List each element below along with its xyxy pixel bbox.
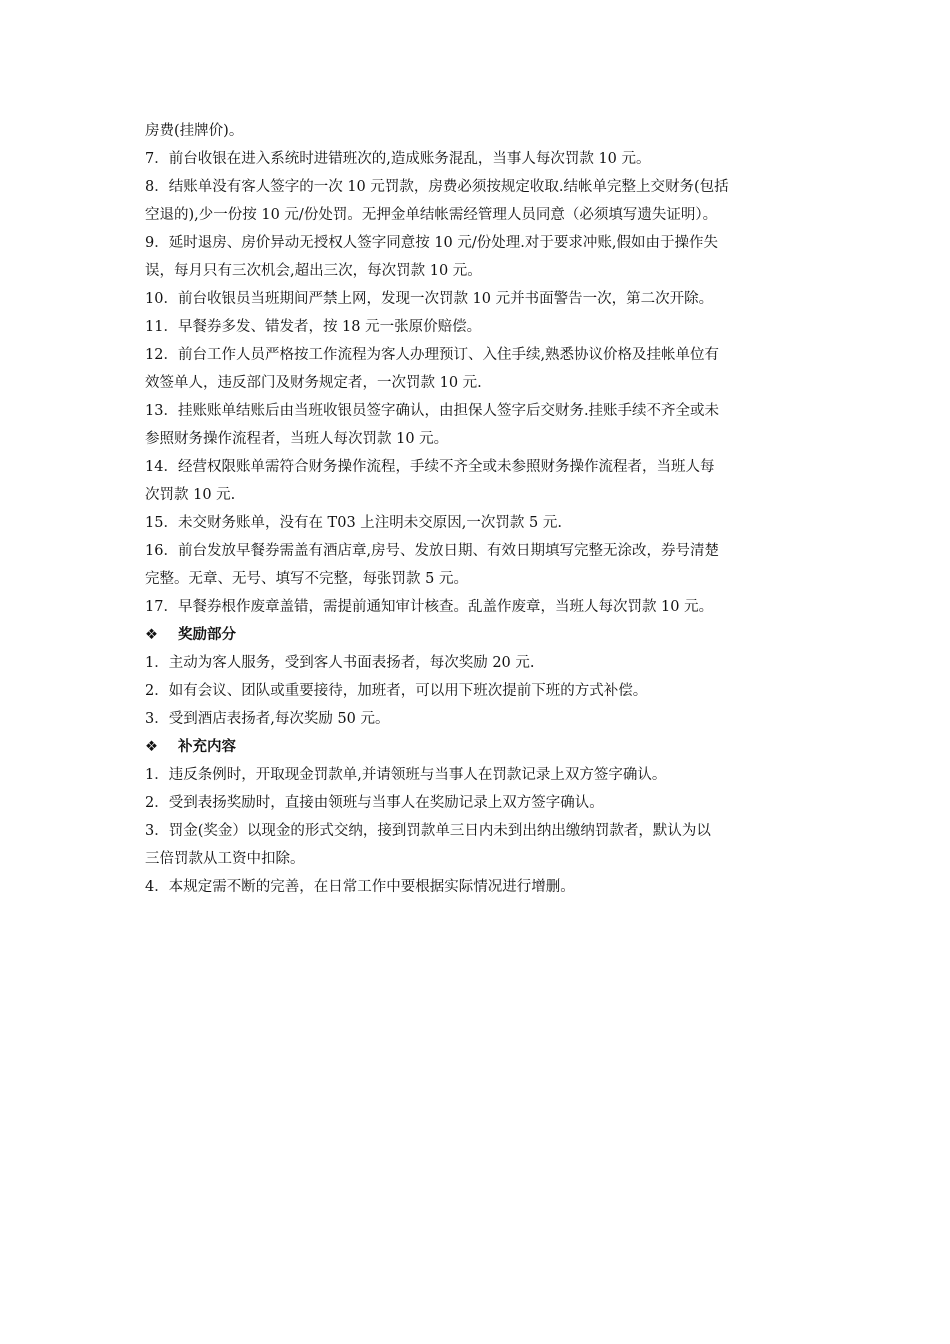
diamond-bullet-icon: ❖: [145, 627, 158, 643]
text-line: 16．前台发放早餐券需盖有酒店章,房号、发放日期、有效日期填写完整无涂改，券号清楚: [145, 543, 720, 559]
supplement-line: 1．违反条例时，开取现金罚款单,并请领班与当事人在罚款记录上双方签字确认。: [145, 767, 667, 783]
text-line: 14．经营权限账单需符合财务操作流程，手续不齐全或未参照财务操作流程者，当班人每: [145, 459, 715, 475]
supplement-line: 三倍罚款从工资中扣除。: [145, 851, 305, 867]
supplement-line: 4．本规定需不断的完善，在日常工作中要根据实际情况进行增删。: [145, 879, 575, 895]
reward-heading-text: 奖励部分: [178, 626, 236, 643]
supplement-section-heading: [145, 733, 810, 761]
supplement-heading-text: 补充内容: [178, 738, 236, 755]
reward-section-heading: [145, 621, 810, 649]
text-line: 13．挂账账单结账后由当班收银员签字确认，由担保人签字后交财务.挂账手续不齐全或未: [145, 403, 720, 419]
reward-line: 1．主动为客人服务，受到客人书面表扬者，每次奖励 20 元.: [145, 655, 535, 671]
text-line: 房费(挂牌价)。: [145, 123, 244, 139]
diamond-bullet-icon: ❖: [145, 739, 158, 755]
text-line: 完整。无章、无号、填写不完整，每张罚款 5 元。: [145, 571, 468, 587]
reward-line: 3．受到酒店表扬者,每次奖励 50 元。: [145, 711, 390, 727]
text-line: 8．结账单没有客人签字的一次 10 元罚款，房费必须按规定收取.结帐单完整上交财务(包括: [145, 179, 729, 195]
text-line: 9．延时退房、房价异动无授权人签字同意按 10 元/份处理.对于要求冲账,假如由于操作失: [145, 235, 718, 251]
document-page: [145, 117, 810, 901]
text-line: 效签单人，违反部门及财务规定者，一次罚款 10 元.: [145, 375, 482, 391]
text-line: 11．早餐券多发、错发者，按 18 元一张原价赔偿。: [145, 319, 482, 335]
text-line: 空退的),少一份按 10 元/份处罚。无押金单结帐需经管理人员同意（必须填写遗失证明）。: [145, 207, 718, 223]
text-line: 10．前台收银员当班期间严禁上网，发现一次罚款 10 元并书面警告一次，第二次开除。: [145, 291, 714, 307]
text-line: 12．前台工作人员严格按工作流程为客人办理预订、入住手续,熟悉协议价格及挂帐单位有: [145, 347, 720, 363]
text-line: 参照财务操作流程者，当班人每次罚款 10 元。: [145, 431, 449, 447]
text-line: 误，每月只有三次机会,超出三次，每次罚款 10 元。: [145, 263, 482, 279]
text-line: 7．前台收银在进入系统时进错班次的,造成账务混乱，当事人每次罚款 10 元。: [145, 151, 651, 167]
supplement-line: 3．罚金(奖金）以现金的形式交纳，接到罚款单三日内未到出纳出缴纳罚款者，默认为以: [145, 823, 711, 839]
text-line: 15．未交财务账单，没有在 T03 上注明未交原因,一次罚款 5 元.: [145, 515, 562, 531]
text-line: 17．早餐券根作废章盖错，需提前通知审计核查。乱盖作废章，当班人每次罚款 10 元。: [145, 599, 714, 615]
supplement-line: 2．受到表扬奖励时，直接由领班与当事人在奖励记录上双方签字确认。: [145, 795, 604, 811]
reward-line: 2．如有会议、团队或重要接待，加班者，可以用下班次提前下班的方式补偿。: [145, 683, 648, 699]
text-line: 次罚款 10 元.: [145, 487, 236, 503]
